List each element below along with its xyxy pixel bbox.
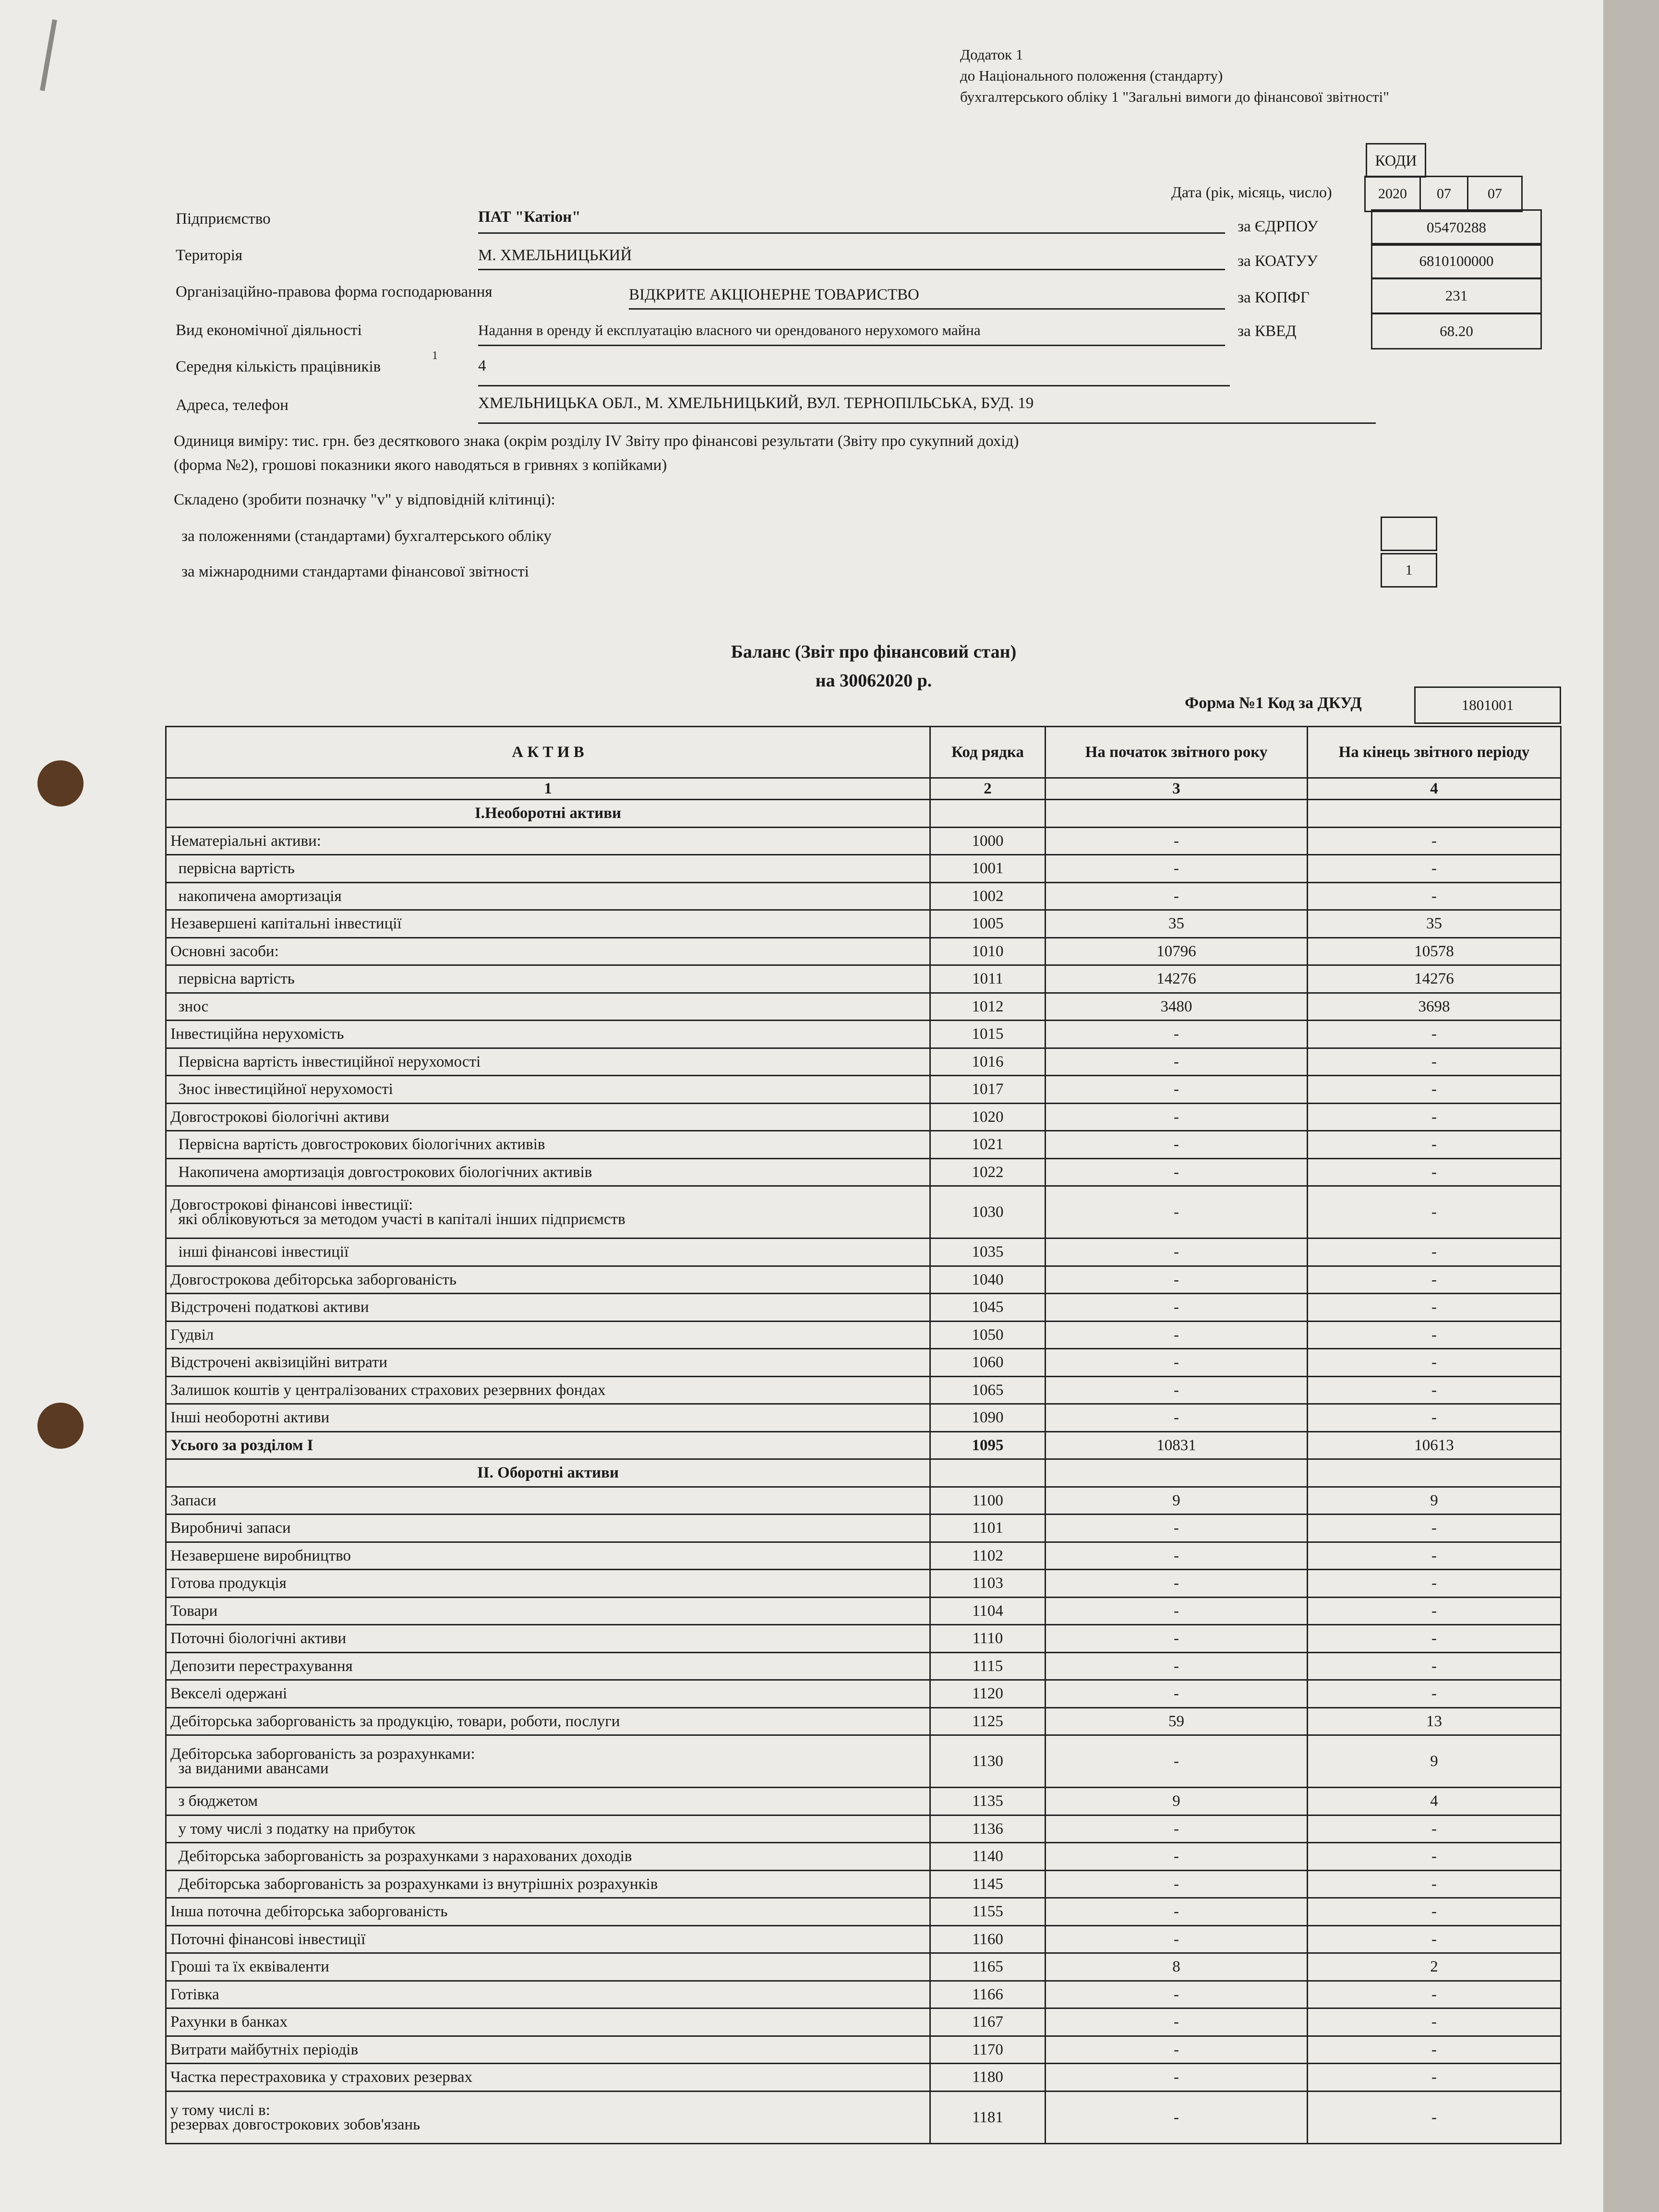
value-start: 8 (1046, 1953, 1308, 1981)
table-row (166, 1404, 1561, 1432)
value-start: 9 (1046, 1487, 1308, 1515)
row-code: 1015 (930, 1021, 1046, 1048)
row-name: Відстрочені податкові активи (166, 1294, 930, 1322)
value-start: - (1046, 1158, 1308, 1186)
value-start: - (1046, 1680, 1308, 1708)
value-start: 14276 (1046, 965, 1308, 993)
row-code: 1005 (930, 910, 1046, 938)
row-code: 1012 (930, 993, 1046, 1021)
table-row (166, 1707, 1561, 1735)
kved-code: 68.20 (1371, 313, 1542, 349)
activity-value: Надання в оренду й експлуатацію власного чи орендованого нерухомого майна (478, 322, 981, 338)
empty-cell (1046, 800, 1308, 828)
value-end: - (1308, 1570, 1561, 1598)
table-row (166, 1076, 1561, 1104)
row-name: Довгострокова дебіторська заборгованість (166, 1266, 930, 1294)
value-end: - (1308, 855, 1561, 883)
row-code: 1020 (930, 1103, 1046, 1131)
row-name: Дебіторська заборгованість за розрахунками із внутрішніх розрахунків (166, 1870, 930, 1898)
table-row (166, 1487, 1561, 1515)
row-name: Рахунки в банках (166, 2008, 930, 2036)
value-end: - (1308, 1076, 1561, 1104)
edrpou-code: 05470288 (1371, 209, 1542, 246)
row-name: Накопичена амортизація довгострокових біологічних активів (166, 1158, 930, 1186)
value-start: - (1046, 1404, 1308, 1432)
compiled-heading: Складено (зробити позначку "v" у відповідній клітинці): (174, 491, 555, 508)
legal-form-value: ВІДКРИТЕ АКЦІОНЕРНЕ ТОВАРИСТВО (629, 286, 919, 303)
table-row (166, 1597, 1561, 1625)
kved-label: за КВЕД (1238, 323, 1297, 340)
value-start: 35 (1046, 910, 1308, 938)
row-name-line: за виданими авансами (170, 1760, 329, 1777)
row-code: 1030 (930, 1186, 1046, 1238)
value-start: - (1046, 1735, 1308, 1788)
staple-mark (40, 19, 57, 91)
row-code: 1136 (930, 1815, 1046, 1843)
row-name: Готова продукція (166, 1570, 930, 1598)
row-code: 1181 (930, 2091, 1046, 2143)
row-name: Запаси (166, 1487, 930, 1515)
territory-label: Територія (176, 247, 243, 264)
appendix-note: Додаток 1 до Національного положення (стандарту) бухгалтерського обліку 1 "Загальні вимоги до фінансової звітності" (960, 46, 1389, 105)
row-code: 1170 (930, 2036, 1046, 2064)
row-name: Первісна вартість довгострокових біологічних активів (166, 1131, 930, 1159)
value-end: - (1308, 1158, 1561, 1186)
enterprise-value: ПАТ "Катіон" (478, 208, 581, 226)
value-end: - (1308, 1321, 1561, 1349)
address-label: Адреса, телефон (176, 397, 289, 414)
date-year: 2020 (1364, 176, 1421, 212)
row-name: Депозити перестрахування (166, 1652, 930, 1680)
value-end: - (1308, 1186, 1561, 1238)
empty-cell (930, 800, 1046, 828)
value-start: - (1046, 2091, 1308, 2143)
table-row (166, 1376, 1561, 1404)
row-name: Усього за розділом I (166, 1431, 930, 1459)
value-start: - (1046, 1238, 1308, 1266)
row-name: Інші необоротні активи (166, 1404, 930, 1432)
table-row (166, 1321, 1561, 1349)
option-ifrs: за міжнародними стандартами фінансової звітності (181, 563, 529, 580)
row-code: 1016 (930, 1048, 1046, 1076)
value-end: - (1308, 1625, 1561, 1653)
table-row (166, 1294, 1561, 1322)
date-label: Дата (рік, місяць, число) (1171, 183, 1332, 201)
value-end: - (1308, 827, 1561, 855)
legal-form-label: Організаційно-правова форма господарювання (176, 283, 493, 301)
row-name: Гроші та їх еквіваленти (166, 1953, 930, 1981)
value-start: - (1046, 1103, 1308, 1131)
value-start: 10796 (1046, 938, 1308, 965)
date-day: 07 (1467, 176, 1523, 212)
row-code: 1166 (930, 1981, 1046, 2008)
section-row (166, 800, 1561, 828)
value-start: - (1046, 1266, 1308, 1294)
value-start: - (1046, 1843, 1308, 1871)
row-code: 1115 (930, 1652, 1046, 1680)
section-title: II. Оборотні активи (166, 1459, 930, 1487)
table-row (166, 1815, 1561, 1843)
value-start: - (1046, 1981, 1308, 2008)
value-end: - (1308, 1266, 1561, 1294)
value-end: - (1308, 1815, 1561, 1843)
koatuu-code: 6810100000 (1371, 243, 1542, 279)
enterprise-label: Підприємство (176, 210, 271, 228)
section-row (166, 1459, 1561, 1487)
units-line1: Одиниця виміру: тис. грн. без десяткового знака (окрім розділу IV Звіту про фінансові результати (Звіту про сукупний дохід) (174, 433, 1019, 450)
value-end: - (1308, 2064, 1561, 2092)
punch-hole (37, 760, 84, 806)
value-end: - (1308, 1349, 1561, 1377)
option-standards-checkbox[interactable] (1381, 517, 1437, 551)
row-name: первісна вартість (166, 855, 930, 883)
value-end: 9 (1308, 1487, 1561, 1515)
table-row (166, 2091, 1561, 2143)
row-name: Незавершене виробництво (166, 1542, 930, 1570)
header-start: На початок звітного року (1046, 727, 1308, 778)
row-name: Поточні біологічні активи (166, 1625, 930, 1653)
value-start: - (1046, 1131, 1308, 1159)
value-start: - (1046, 1652, 1308, 1680)
row-name: Первісна вартість інвестиційної нерухомості (166, 1048, 930, 1076)
row-name: знос (166, 993, 930, 1021)
row-code: 1104 (930, 1597, 1046, 1625)
table-row (166, 1652, 1561, 1680)
index-cell: 3 (1046, 778, 1308, 800)
value-start: - (1046, 1048, 1308, 1076)
value-start: 10831 (1046, 1431, 1308, 1459)
table-row (166, 1515, 1561, 1542)
value-start: - (1046, 1076, 1308, 1104)
value-end: 3698 (1308, 993, 1561, 1021)
row-code: 1095 (930, 1431, 1046, 1459)
territory-value: М. ХМЕЛЬНИЦЬКИЙ (478, 247, 632, 264)
underline (478, 232, 1225, 234)
table-row (166, 1870, 1561, 1898)
row-code: 1120 (930, 1680, 1046, 1708)
value-end: - (1308, 1870, 1561, 1898)
row-code: 1090 (930, 1404, 1046, 1432)
table-row (166, 1981, 1561, 2008)
value-start: - (1046, 1186, 1308, 1238)
value-end: - (1308, 1680, 1561, 1708)
value-end: 9 (1308, 1735, 1561, 1788)
value-start: 3480 (1046, 993, 1308, 1021)
row-code: 1101 (930, 1515, 1046, 1542)
row-code: 1145 (930, 1870, 1046, 1898)
value-end: - (1308, 1048, 1561, 1076)
value-start: - (1046, 1021, 1308, 1048)
value-start: - (1046, 1349, 1308, 1377)
row-name: Основні засоби: (166, 938, 930, 965)
empty-cell (1308, 1459, 1561, 1487)
row-code: 1167 (930, 2008, 1046, 2036)
value-end: 2 (1308, 1953, 1561, 1981)
value-start: - (1046, 2008, 1308, 2036)
value-end: - (1308, 1652, 1561, 1680)
underline (478, 385, 1230, 386)
row-code: 1180 (930, 2064, 1046, 2092)
table-row (166, 882, 1561, 910)
form-label: Форма №1 Код за ДКУД (1185, 694, 1362, 712)
value-start: - (1046, 1925, 1308, 1953)
table-row (166, 1021, 1561, 1048)
row-code: 1040 (930, 1266, 1046, 1294)
section-title: I.Необоротні активи (166, 800, 930, 828)
activity-label: Вид економічної діяльності (176, 322, 362, 339)
dkud-code: 1801001 (1414, 686, 1561, 724)
punch-hole (37, 1403, 84, 1449)
value-start: - (1046, 1376, 1308, 1404)
table-row (166, 1953, 1561, 1981)
row-name: Дебіторська заборгованість за продукцію, товари, роботи, послуги (166, 1707, 930, 1735)
value-end: 10613 (1308, 1431, 1561, 1459)
value-start: - (1046, 2064, 1308, 2092)
row-code: 1100 (930, 1487, 1046, 1515)
table-row (166, 1898, 1561, 1926)
value-end: 4 (1308, 1788, 1561, 1815)
option-standards: за положеннями (стандартами) бухгалтерського обліку (181, 528, 552, 545)
table-row (166, 1186, 1561, 1238)
row-name: інші фінансові інвестиції (166, 1238, 930, 1266)
value-start: 9 (1046, 1788, 1308, 1815)
row-name: Відстрочені аквізиційні витрати (166, 1349, 930, 1377)
value-end: - (1308, 1542, 1561, 1570)
row-code: 1102 (930, 1542, 1046, 1570)
row-name-line: Дебіторська заборгованість за розрахунками: (170, 1745, 475, 1763)
row-name: з бюджетом (166, 1788, 930, 1815)
row-name: Знос інвестиційної нерухомості (166, 1076, 930, 1104)
row-name: Незавершені капітальні інвестиції (166, 910, 930, 938)
row-name-line: у тому числі в: (170, 2101, 270, 2119)
codes-header: КОДИ (1366, 143, 1426, 178)
underline (629, 308, 1225, 310)
value-end: - (1308, 1515, 1561, 1542)
table-row (166, 1680, 1561, 1708)
value-end: 13 (1308, 1707, 1561, 1735)
value-start: - (1046, 882, 1308, 910)
employees-value: 4 (478, 357, 486, 374)
row-code: 1011 (930, 965, 1046, 993)
table-row (166, 993, 1561, 1021)
table-row (166, 827, 1561, 855)
value-end: - (1308, 2008, 1561, 2036)
row-code: 1165 (930, 1953, 1046, 1981)
row-name (166, 2091, 930, 2143)
row-code: 1065 (930, 1376, 1046, 1404)
value-start: - (1046, 1321, 1308, 1349)
table-row (166, 1735, 1561, 1788)
value-end: 35 (1308, 910, 1561, 938)
row-name-line: які обліковуються за методом участі в капіталі інших підприємств (170, 1211, 625, 1228)
value-start: - (1046, 2036, 1308, 2064)
table-row (166, 1843, 1561, 1871)
table-row (166, 1158, 1561, 1186)
row-name (166, 1186, 930, 1238)
table-row (166, 1925, 1561, 1953)
table-row (166, 855, 1561, 883)
value-end: 10578 (1308, 938, 1561, 965)
address-value: ХМЕЛЬНИЦЬКА ОБЛ., М. ХМЕЛЬНИЦЬКИЙ, ВУЛ. ТЕРНОПІЛЬСЬКА, БУД. 19 (478, 395, 1034, 412)
table-row (166, 1238, 1561, 1266)
value-start: - (1046, 1570, 1308, 1598)
row-name: Інша поточна дебіторська заборгованість (166, 1898, 930, 1926)
table-row (166, 2036, 1561, 2064)
header-code: Код рядка (930, 727, 1046, 778)
value-end: - (1308, 1103, 1561, 1131)
row-name (166, 1735, 930, 1788)
value-end: - (1308, 1294, 1561, 1322)
value-start: - (1046, 1870, 1308, 1898)
value-end: - (1308, 1597, 1561, 1625)
value-start: - (1046, 827, 1308, 855)
value-start: - (1046, 1625, 1308, 1653)
row-code: 1103 (930, 1570, 1046, 1598)
row-code: 1135 (930, 1788, 1046, 1815)
header-end: На кінець звітного періоду (1308, 727, 1561, 778)
date-month: 07 (1419, 176, 1468, 212)
value-end: - (1308, 1843, 1561, 1871)
underline (478, 345, 1225, 346)
empty-cell (1046, 1459, 1308, 1487)
row-name: Векселі одержані (166, 1680, 930, 1708)
row-name: Довгострокові біологічні активи (166, 1103, 930, 1131)
row-code: 1001 (930, 855, 1046, 883)
date-cells (1366, 176, 1523, 212)
index-cell: 4 (1308, 778, 1561, 800)
report-title: Баланс (Звіт про фінансовий стан) на 30062020 р. (731, 642, 1017, 691)
value-end: - (1308, 1925, 1561, 1953)
employees-footnote: 1 (432, 349, 438, 362)
row-code: 1125 (930, 1707, 1046, 1735)
row-name: Витрати майбутніх періодів (166, 2036, 930, 2064)
table-row (166, 1349, 1561, 1377)
value-end: - (1308, 1021, 1561, 1048)
table-row (166, 1542, 1561, 1570)
table-row (166, 965, 1561, 993)
row-code: 1017 (930, 1076, 1046, 1104)
row-name-line: Довгострокові фінансові інвестиції: (170, 1196, 413, 1214)
balance-table (165, 726, 1562, 2144)
row-code: 1155 (930, 1898, 1046, 1926)
header-asset: А К Т И В (166, 727, 930, 778)
row-code: 1110 (930, 1625, 1046, 1653)
index-cell: 1 (166, 778, 930, 800)
row-code: 1000 (930, 827, 1046, 855)
row-name: Інвестиційна нерухомість (166, 1021, 930, 1048)
value-start: - (1046, 1542, 1308, 1570)
index-cell: 2 (930, 778, 1046, 800)
koatuu-label: за КОАТУУ (1238, 252, 1318, 270)
value-end: - (1308, 2091, 1561, 2143)
value-end: - (1308, 1898, 1561, 1926)
value-start: - (1046, 1898, 1308, 1926)
empty-cell (1308, 800, 1561, 828)
row-name: у тому числі з податку на прибуток (166, 1815, 930, 1843)
company-info (0, 210, 1659, 441)
value-start: - (1046, 1515, 1308, 1542)
row-name: Гудвіл (166, 1321, 930, 1349)
units-line2: (форма №2), грошові показники якого наводяться в гривнях з копійками) (174, 457, 667, 474)
row-code: 1022 (930, 1158, 1046, 1186)
row-name: Товари (166, 1597, 930, 1625)
value-start: - (1046, 855, 1308, 883)
row-name: Поточні фінансові інвестиції (166, 1925, 930, 1953)
value-end: - (1308, 1238, 1561, 1266)
underline (478, 422, 1376, 424)
edrpou-label: за ЄДРПОУ (1238, 218, 1318, 235)
value-end: - (1308, 2036, 1561, 2064)
row-code: 1130 (930, 1735, 1046, 1788)
row-code: 1045 (930, 1294, 1046, 1322)
table-row (166, 938, 1561, 965)
row-code: 1010 (930, 938, 1046, 965)
row-name: Нематеріальні активи: (166, 827, 930, 855)
option-ifrs-checkbox[interactable]: 1 (1381, 553, 1437, 588)
table-row (166, 1103, 1561, 1131)
value-start: - (1046, 1815, 1308, 1843)
value-end: - (1308, 1131, 1561, 1159)
row-name: Дебіторська заборгованість за розрахунками з нарахованих доходів (166, 1843, 930, 1871)
row-name: Залишок коштів у централізованих страхових резервних фондах (166, 1376, 930, 1404)
table-row (166, 1625, 1561, 1653)
value-end: - (1308, 882, 1561, 910)
table-row (166, 1131, 1561, 1159)
kopfg-code: 231 (1371, 277, 1542, 314)
value-end: - (1308, 1376, 1561, 1404)
value-end: - (1308, 1981, 1561, 2008)
value-end: 14276 (1308, 965, 1561, 993)
underline (478, 269, 1225, 270)
table-row (166, 2008, 1561, 2036)
row-code: 1002 (930, 882, 1046, 910)
empty-cell (930, 1459, 1046, 1487)
row-code: 1021 (930, 1131, 1046, 1159)
value-start: - (1046, 1597, 1308, 1625)
kopfg-label: за КОПФГ (1238, 289, 1310, 306)
table-row (166, 1788, 1561, 1815)
row-name: накопичена амортизація (166, 882, 930, 910)
table-row (166, 1431, 1561, 1459)
employees-label: Середня кількість працівників (176, 358, 381, 375)
row-name: Частка перестраховика у страхових резервах (166, 2064, 930, 2092)
row-code: 1160 (930, 1925, 1046, 1953)
row-code: 1140 (930, 1843, 1046, 1871)
row-name: первісна вартість (166, 965, 930, 993)
value-start: 59 (1046, 1707, 1308, 1735)
table-row (166, 910, 1561, 938)
table-row (166, 1048, 1561, 1076)
row-code: 1060 (930, 1349, 1046, 1377)
row-name: Готівка (166, 1981, 930, 2008)
row-code: 1035 (930, 1238, 1046, 1266)
row-code: 1050 (930, 1321, 1046, 1349)
value-end: - (1308, 1404, 1561, 1432)
row-name: Виробничі запаси (166, 1515, 930, 1542)
value-start: - (1046, 1294, 1308, 1322)
table-row (166, 1570, 1561, 1598)
table-row (166, 1266, 1561, 1294)
table-row (166, 2064, 1561, 2092)
row-name-line: резервах довгострокових зобов'язань (170, 2116, 421, 2133)
